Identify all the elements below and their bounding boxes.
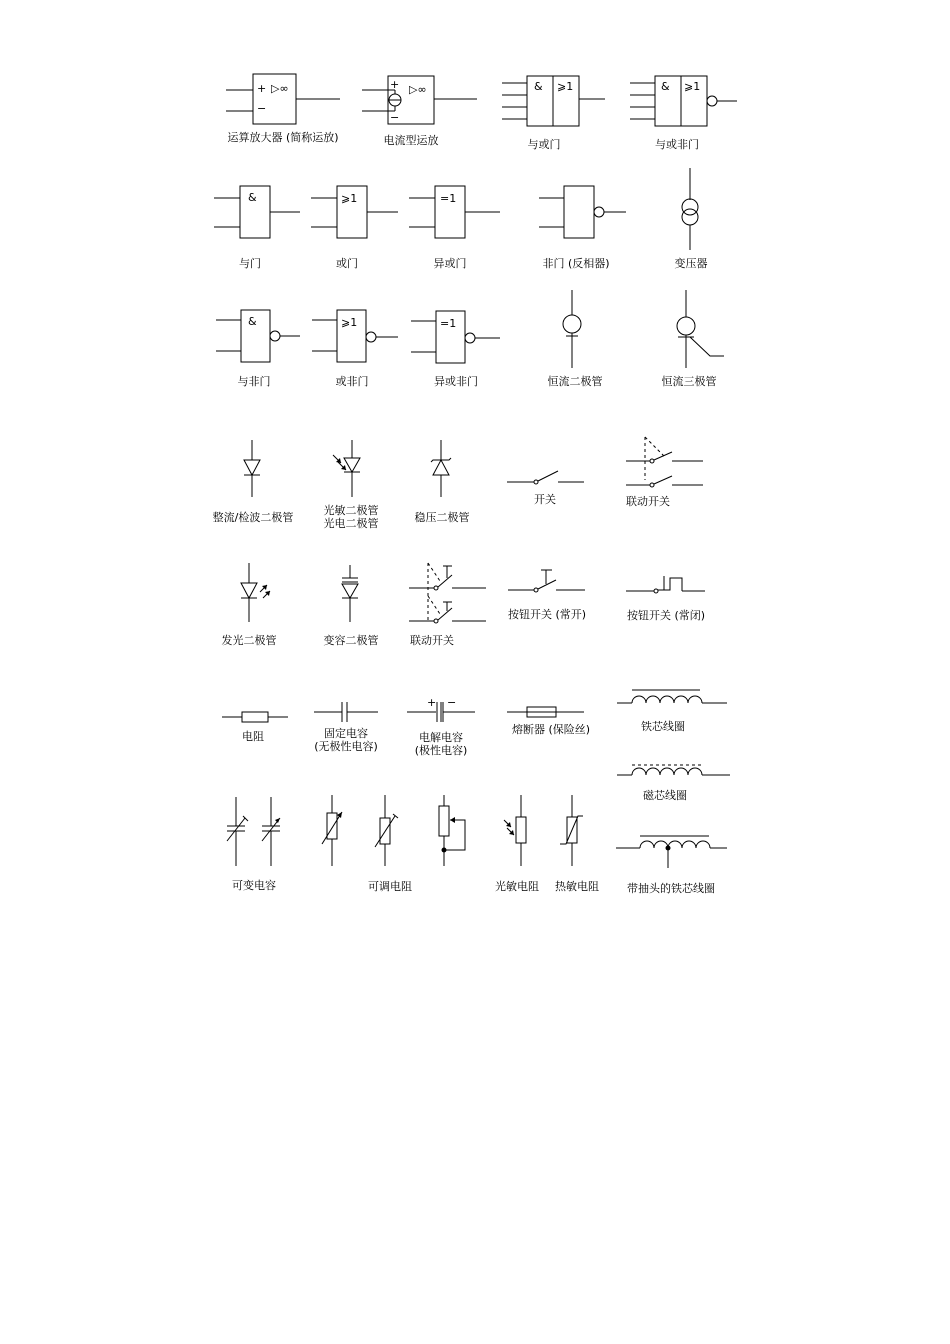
push-button-nc-symbol [626,576,705,593]
label-and-or-not-gate: 与或非门 [655,138,699,151]
minus-sign: − [257,102,267,115]
label-photo-diode-2: 光电二极管 [323,517,379,530]
photo-resistor-symbol [504,795,526,866]
and-sign: & [661,80,670,93]
switch-symbol [507,471,584,484]
label-zener-diode: 稳压二极管 [414,511,470,524]
push-button-no-symbol [508,570,585,592]
rectifier-diode-symbol [244,440,260,497]
label-photo-res: 光敏电阻 [495,880,539,893]
label-not-gate: 非门 (反相器) [542,257,610,270]
and-sign: & [534,80,543,93]
and-or-not-gate-symbol [630,76,737,126]
or-sign: ⩾1 [684,80,701,93]
adjustable-resistor-symbol [322,795,465,866]
label-photo-diode-1: 光敏二极管 [323,504,379,517]
cc-diode-symbol [563,290,581,368]
label-switch: 开关 [534,493,556,506]
label-iron-coil: 铁芯线圈 [641,720,685,733]
label-adjustable-res: 可调电阻 [368,880,412,893]
label-transformer: 变压器 [674,257,708,270]
amp-sign: ▷∞ [409,83,427,96]
label-fixed-cap-1: 固定电容 [324,727,368,740]
xor-gate-symbol [409,186,500,238]
label-thermistor: 热敏电阻 [555,880,599,893]
electrolytic-capacitor-symbol [407,696,475,722]
label-variable-cap: 可变电容 [232,879,276,892]
label-gang-switch-1: 联动开关 [626,495,670,508]
label-xor-gate: 异或门 [433,257,467,270]
plus-sign: + [257,82,267,95]
not-gate-symbol [539,186,626,238]
label-fuse: 熔断器 (保险丝) [511,723,591,736]
label-and-gate: 与门 [239,257,261,270]
transformer-symbol [682,168,698,250]
label-electrolytic-2: (极性电容) [414,744,468,757]
minus-sign: − [447,696,457,709]
variable-capacitor-symbol [227,797,280,866]
label-push-button-nc: 按钮开关 (常闭) [626,609,706,622]
label-opamp: 运算放大器 (简称运放) [227,131,339,144]
label-cc-transistor: 恒流三极管 [661,375,717,388]
label-gang-switch-2: 联动开关 [410,634,454,647]
and-sign: & [248,191,257,204]
or-sign: ⩾1 [341,316,358,329]
label-resistor: 电阻 [242,730,264,743]
fixed-capacitor-symbol [314,702,378,722]
fuse-symbol [507,707,584,717]
label-varactor: 变容二极管 [323,634,379,647]
plus-sign: + [427,696,437,709]
nor-gate-symbol [312,310,398,362]
label-and-or-gate: 与或门 [527,138,561,151]
label-tapped-coil: 带抽头的铁芯线圈 [627,882,715,895]
label-ferrite-coil: 磁芯线圈 [643,789,687,802]
label-rectifier-diode: 整流/检波二极管 [212,511,294,524]
xor-sign: =1 [440,317,457,330]
and-gate-symbol [214,186,300,238]
nand-gate-symbol [216,310,300,362]
xor-sign: =1 [440,192,457,205]
label-led: 发光二极管 [221,634,277,647]
label-electrolytic-1: 电解电容 [419,731,463,744]
resistor-symbol [222,712,288,722]
opamp-symbol [226,74,340,124]
minus-sign: − [390,111,400,124]
or-gate-symbol [311,186,398,238]
label-xnor-gate: 异或非门 [434,375,478,388]
label-nor-gate: 或非门 [335,375,369,388]
label-push-button-no: 按钮开关 (常开) [507,608,587,621]
plus-sign: + [390,78,400,91]
cc-transistor-symbol [677,290,724,368]
gang-switch-1-symbol [626,437,703,487]
photo-diode-symbol [333,440,360,497]
label-cc-diode: 恒流二极管 [547,375,603,388]
xnor-gate-symbol [411,311,500,363]
label-or-gate: 或门 [336,257,358,270]
and-sign: & [248,315,257,328]
iron-core-coil-symbol [617,690,727,703]
tapped-iron-coil-symbol [616,836,727,868]
label-nand-gate: 与非门 [237,375,271,388]
zener-diode-symbol [431,440,451,497]
or-sign: ⩾1 [341,192,358,205]
thermistor-symbol [560,795,583,866]
varactor-symbol [342,565,358,622]
and-or-gate-symbol [502,76,605,126]
label-fixed-cap-2: (无极性电容) [314,740,378,753]
current-opamp-symbol [362,76,477,124]
led-symbol [241,563,270,622]
or-sign: ⩾1 [557,80,574,93]
label-current-opamp: 电流型运放 [383,134,439,147]
gang-switch-2-symbol [409,563,486,623]
amp-sign: ▷∞ [271,82,289,95]
ferrite-core-coil-symbol [617,765,730,775]
